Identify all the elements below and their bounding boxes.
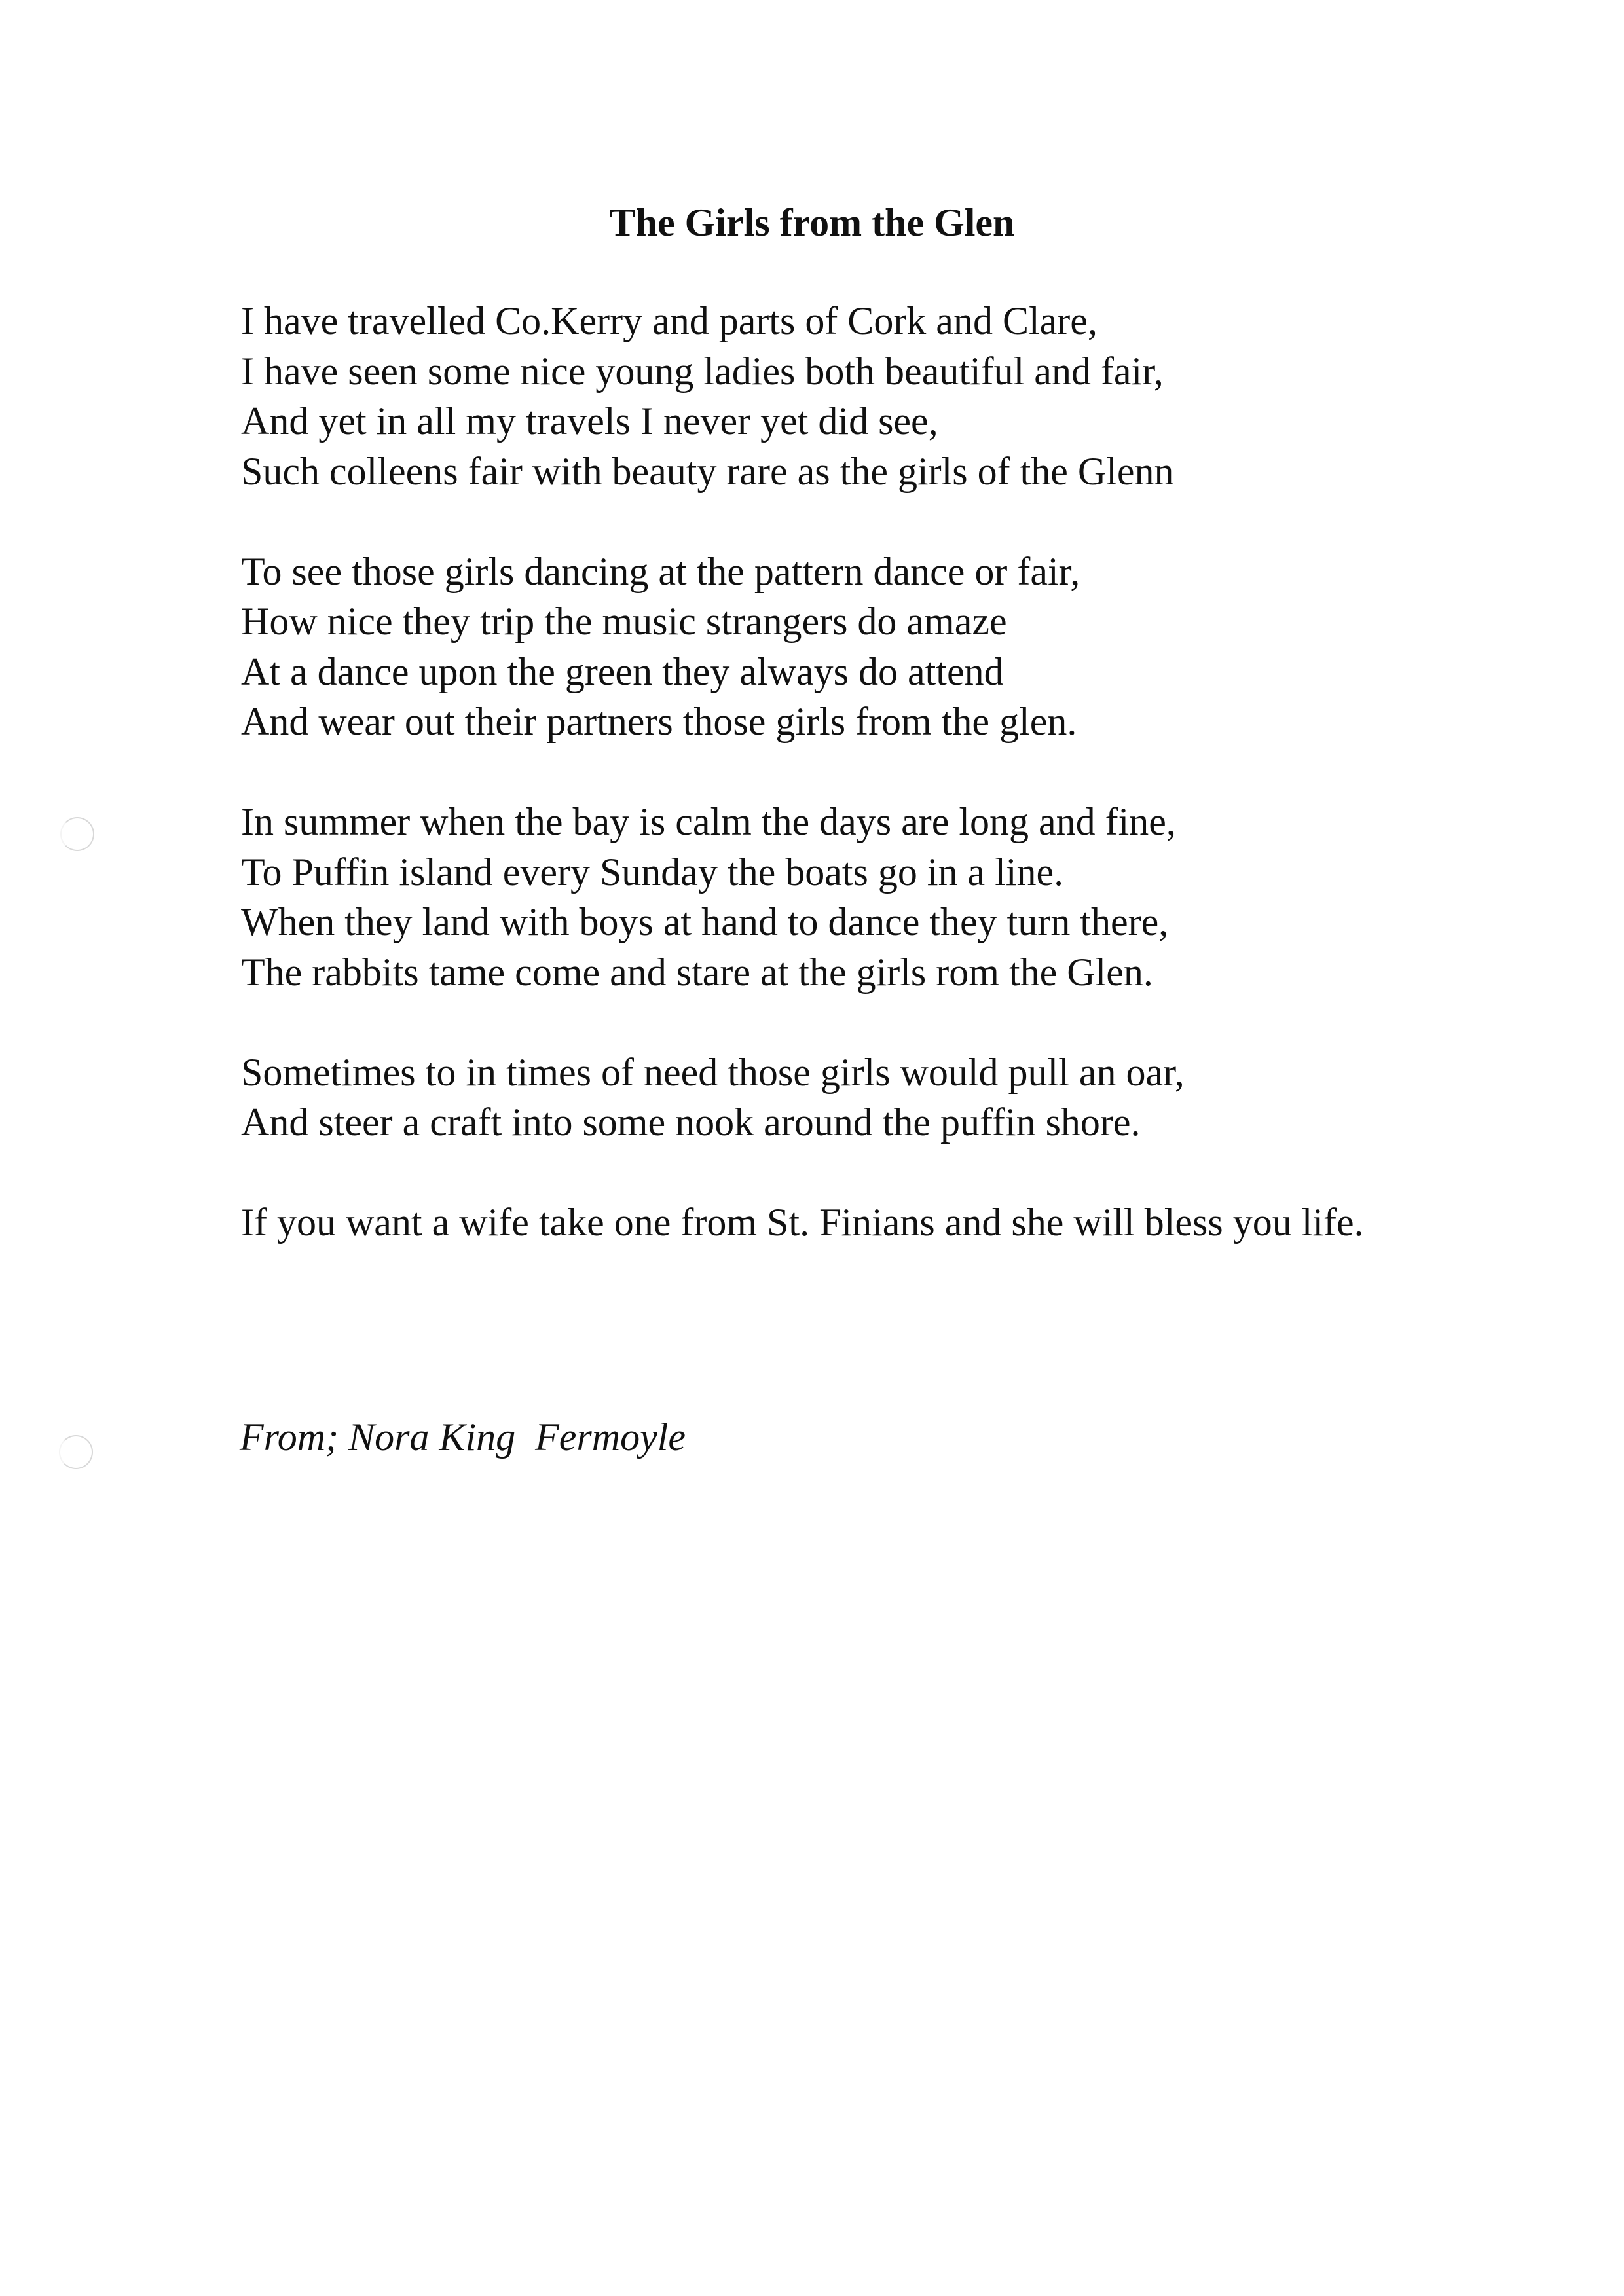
poem-line: Sometimes to in times of need those girls would pull an oar,: [241, 1050, 1185, 1094]
punch-hole-upper: [60, 817, 94, 851]
stanza-5: [241, 1197, 1367, 1248]
stanza-3: [241, 797, 1367, 997]
poem-line: And wear out their partners those girls from the glen.: [241, 700, 1077, 743]
poem-line: Such colleens fair with beauty rare as the girls of the Glenn: [241, 449, 1174, 493]
poem-line: The rabbits tame come and stare at the girls rom the Glen.: [241, 950, 1153, 994]
poem-line: I have travelled Co.Kerry and parts of Cork and Clare,: [241, 299, 1098, 342]
poem-title: The Girls from the Glen: [609, 201, 1015, 244]
poem-line: And steer a craft into some nook around the puffin shore.: [241, 1101, 1141, 1144]
poem-line: At a dance upon the green they always do attend: [241, 649, 1004, 693]
poem-line: I have seen some nice young ladies both beautiful and fair,: [241, 349, 1164, 393]
poem-line: In summer when the bay is calm the days are long and fine,: [241, 800, 1176, 843]
signature: From; Nora King Fermoyle: [240, 1415, 686, 1459]
stanza-2: [241, 547, 1367, 747]
poem-line: To Puffin island every Sunday the boats go in a line.: [241, 850, 1064, 894]
poem-line: When they land with boys at hand to dance they turn there,: [241, 900, 1169, 943]
poem-line: To see those girls dancing at the pattern dance or fair,: [241, 549, 1080, 593]
stanza-4: [241, 1048, 1367, 1148]
poem-line: And yet in all my travels I never yet did see,: [241, 399, 938, 443]
punch-hole-lower: [59, 1435, 93, 1469]
poem-body: [241, 296, 1367, 1298]
poem-line: If you want a wife take one from St. Finians and she will bless you life.: [241, 1201, 1364, 1244]
stanza-1: [241, 296, 1367, 496]
poem-line: How nice they trip the music strangers do amaze: [241, 600, 1007, 643]
